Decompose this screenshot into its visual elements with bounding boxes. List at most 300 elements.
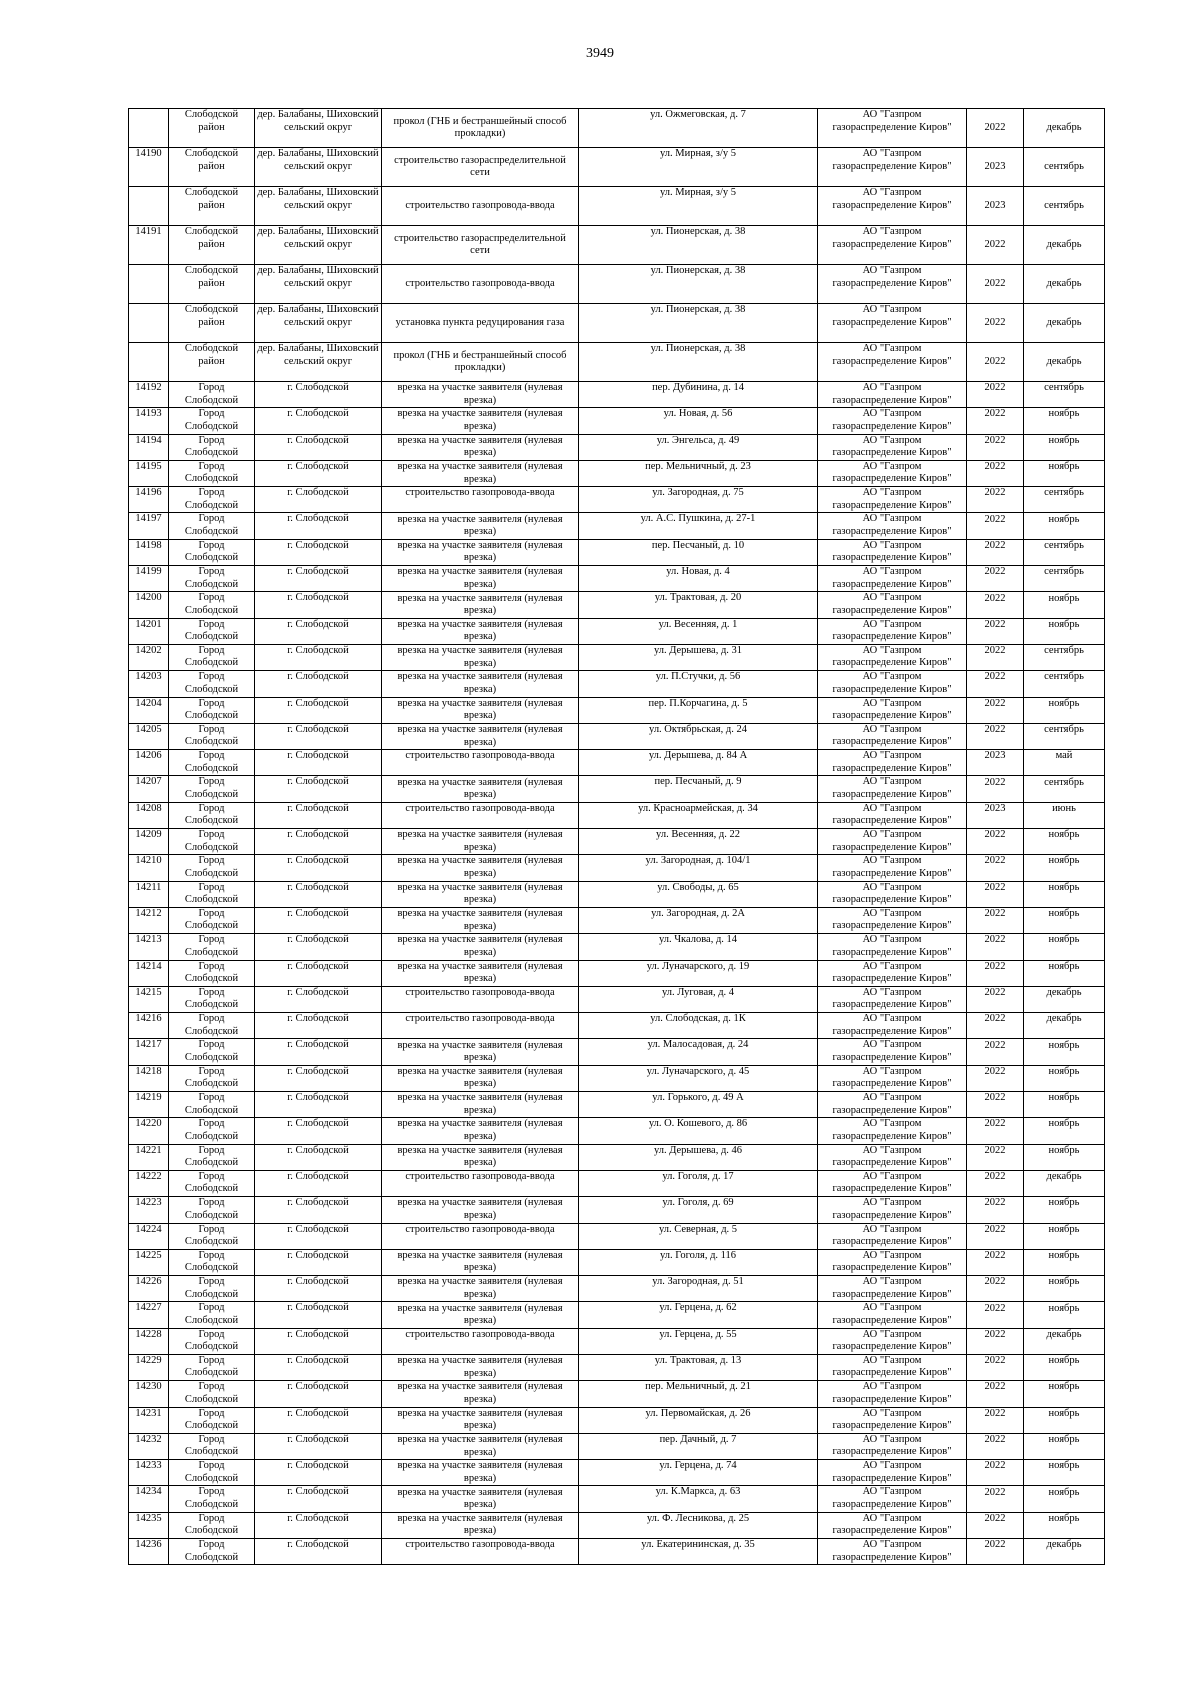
cell-month xyxy=(1024,1381,1105,1407)
cell-month xyxy=(1024,1065,1105,1091)
cell-organization xyxy=(818,1486,967,1512)
cell-month-text: сентябрь xyxy=(1044,645,1084,657)
cell-number xyxy=(129,881,169,907)
cell-work-type-text: установка пункта редуцирования газа xyxy=(395,316,565,328)
cell-address xyxy=(579,855,818,881)
cell-month-text: декабрь xyxy=(1046,1171,1082,1183)
cell-work-type-text: врезка на участке заявителя (нулевая врезка) xyxy=(397,1486,563,1511)
cell-district xyxy=(169,1223,255,1249)
table-row xyxy=(129,460,1105,486)
cell-organization xyxy=(818,776,967,802)
cell-organization xyxy=(818,1381,967,1407)
cell-locality-text: г. Слободской xyxy=(287,618,349,630)
cell-locality-text: г. Слободской xyxy=(287,1407,349,1419)
cell-address xyxy=(579,1276,818,1302)
cell-address-text: ул. Герцена, д. 62 xyxy=(659,1302,737,1314)
cell-month xyxy=(1024,460,1105,486)
cell-organization xyxy=(818,723,967,749)
cell-address-text: ул. Дерышева, д. 31 xyxy=(653,644,743,656)
cell-month xyxy=(1024,907,1105,933)
table-row xyxy=(129,539,1105,565)
cell-work-type-text: строительство газопровода-ввода xyxy=(405,277,555,289)
cell-month-text: ноябрь xyxy=(1048,1092,1080,1104)
cell-number xyxy=(129,907,169,933)
cell-number-text: 14236 xyxy=(135,1539,162,1551)
cell-number xyxy=(129,539,169,565)
cell-work-type xyxy=(382,723,579,749)
cell-locality xyxy=(255,1381,382,1407)
cell-organization xyxy=(818,1249,967,1275)
cell-number xyxy=(129,1512,169,1538)
cell-district-text: Город Слободской xyxy=(184,855,239,879)
cell-month xyxy=(1024,434,1105,460)
cell-year-text: 2022 xyxy=(984,645,1006,657)
cell-organization-text: АО "Газпром газораспределение Киров" xyxy=(832,1460,952,1484)
cell-address-text: ул. Первомайская, д. 26 xyxy=(645,1407,751,1419)
cell-number-text: 14215 xyxy=(135,986,162,998)
cell-number xyxy=(129,408,169,434)
cell-year xyxy=(967,802,1024,828)
cell-district xyxy=(169,776,255,802)
cell-year xyxy=(967,829,1024,855)
cell-year-text: 2022 xyxy=(984,1197,1006,1209)
table-row xyxy=(129,187,1105,226)
cell-organization-text: АО "Газпром газораспределение Киров" xyxy=(832,1486,952,1510)
table-row xyxy=(129,1249,1105,1275)
cell-address-text: ул. Чкалова, д. 14 xyxy=(658,934,738,946)
cell-year-text: 2023 xyxy=(984,199,1006,211)
cell-year xyxy=(967,513,1024,539)
cell-work-type-text: строительство газопровода-ввода xyxy=(405,1171,555,1183)
cell-district-text: Город Слободской xyxy=(184,1539,239,1563)
cell-district xyxy=(169,1144,255,1170)
cell-address-text: ул. Герцена, д. 74 xyxy=(659,1460,737,1472)
table-row xyxy=(129,1354,1105,1380)
cell-organization xyxy=(818,148,967,187)
cell-address xyxy=(579,1223,818,1249)
cell-locality xyxy=(255,881,382,907)
cell-month xyxy=(1024,408,1105,434)
cell-address-text: ул. Загородная, д. 2А xyxy=(651,907,745,919)
cell-month xyxy=(1024,1276,1105,1302)
cell-number-text: 14235 xyxy=(135,1512,162,1524)
cell-number-text: 14219 xyxy=(135,1092,162,1104)
cell-month-text: ноябрь xyxy=(1048,960,1080,972)
cell-organization-text: АО "Газпром газораспределение Киров" xyxy=(832,1249,952,1274)
cell-locality-text: г. Слободской xyxy=(287,1039,349,1051)
cell-district-text: Город Слободской xyxy=(184,1328,239,1353)
cell-month xyxy=(1024,1118,1105,1144)
table-row xyxy=(129,697,1105,723)
cell-year xyxy=(967,1276,1024,1302)
cell-year-text: 2022 xyxy=(984,487,1006,499)
cell-organization-text: АО "Газпром газораспределение Киров" xyxy=(832,1302,952,1326)
cell-district-text: Город Слободской xyxy=(184,1407,239,1432)
cell-work-type xyxy=(382,304,579,343)
cell-locality-text: г. Слободской xyxy=(287,1249,349,1261)
cell-number xyxy=(129,226,169,265)
cell-month xyxy=(1024,187,1105,226)
cell-work-type-text: строительство газопровода-ввода xyxy=(405,986,555,998)
cell-year xyxy=(967,1223,1024,1249)
cell-year-text: 2022 xyxy=(984,618,1006,630)
table-row xyxy=(129,592,1105,618)
cell-number-text: 14195 xyxy=(135,460,162,472)
cell-year xyxy=(967,644,1024,670)
cell-district-text: Город Слободской xyxy=(184,618,239,643)
cell-district-text: Город Слободской xyxy=(184,1170,239,1195)
cell-month-text: декабрь xyxy=(1046,121,1082,133)
cell-work-type xyxy=(382,881,579,907)
cell-number xyxy=(129,1065,169,1091)
cell-organization-text: АО "Газпром газораспределение Киров" xyxy=(832,1328,952,1353)
cell-month-text: ноябрь xyxy=(1048,1118,1080,1130)
cell-number-text: 14193 xyxy=(135,408,162,420)
cell-number-text: 14214 xyxy=(135,960,162,972)
cell-year xyxy=(967,723,1024,749)
cell-locality xyxy=(255,343,382,382)
cell-address xyxy=(579,304,818,343)
cell-work-type xyxy=(382,1328,579,1354)
cell-year xyxy=(967,539,1024,565)
cell-organization xyxy=(818,566,967,592)
cell-month-text: сентябрь xyxy=(1044,382,1084,394)
cell-month-text: ноябрь xyxy=(1048,513,1080,525)
cell-organization-text: АО "Газпром газораспределение Киров" xyxy=(832,513,952,537)
cell-organization-text: АО "Газпром газораспределение Киров" xyxy=(832,1065,952,1090)
cell-work-type-text: врезка на участке заявителя (нулевая врезка) xyxy=(397,1276,563,1300)
table-row xyxy=(129,1512,1105,1538)
cell-year xyxy=(967,750,1024,776)
cell-locality xyxy=(255,434,382,460)
cell-locality-text: дер. Балабаны, Шиховский сельский округ xyxy=(257,109,379,133)
cell-work-type xyxy=(382,109,579,148)
cell-district xyxy=(169,1460,255,1486)
cell-address xyxy=(579,434,818,460)
cell-number xyxy=(129,1144,169,1170)
cell-year xyxy=(967,1144,1024,1170)
cell-locality-text: г. Слободской xyxy=(287,1433,349,1445)
cell-locality xyxy=(255,304,382,343)
cell-locality xyxy=(255,592,382,618)
cell-number-text: 14217 xyxy=(135,1039,162,1051)
cell-district xyxy=(169,671,255,697)
cell-month xyxy=(1024,265,1105,304)
cell-district xyxy=(169,566,255,592)
cell-district-text: Слободской район xyxy=(184,265,239,289)
cell-organization xyxy=(818,1328,967,1354)
cell-address-text: ул. Ожмеговская, д. 7 xyxy=(650,109,746,120)
cell-district-text: Город Слободской xyxy=(184,644,239,669)
cell-month-text: ноябрь xyxy=(1048,881,1080,893)
cell-work-type xyxy=(382,566,579,592)
cell-organization-text: АО "Газпром газораспределение Киров" xyxy=(832,304,952,328)
table-row xyxy=(129,1433,1105,1459)
cell-locality xyxy=(255,934,382,960)
cell-year xyxy=(967,776,1024,802)
table-row xyxy=(129,1092,1105,1118)
cell-address-text: ул. Мирная, з/у 5 xyxy=(659,148,737,159)
cell-work-type-text: врезка на участке заявителя (нулевая врезка) xyxy=(397,1092,563,1116)
cell-month-text: ноябрь xyxy=(1048,434,1080,446)
cell-work-type xyxy=(382,1512,579,1538)
cell-address xyxy=(579,1512,818,1538)
cell-district-text: Город Слободской xyxy=(184,1013,239,1037)
cell-year xyxy=(967,1512,1024,1538)
cell-month xyxy=(1024,226,1105,265)
cell-number-text: 14213 xyxy=(135,934,162,946)
cell-locality xyxy=(255,1249,382,1275)
cell-locality xyxy=(255,1092,382,1118)
cell-month-text: ноябрь xyxy=(1048,1460,1080,1472)
cell-district xyxy=(169,1065,255,1091)
cell-address xyxy=(579,1065,818,1091)
cell-address xyxy=(579,382,818,408)
cell-organization-text: АО "Газпром газораспределение Киров" xyxy=(832,1170,952,1195)
cell-organization xyxy=(818,265,967,304)
cell-work-type xyxy=(382,1170,579,1196)
cell-district xyxy=(169,460,255,486)
cell-organization-text: АО "Газпром газораспределение Киров" xyxy=(832,1276,952,1300)
cell-address-text: ул. Новая, д. 56 xyxy=(663,408,733,420)
cell-district-text: Город Слободской xyxy=(184,434,239,459)
cell-district xyxy=(169,1381,255,1407)
cell-organization xyxy=(818,1512,967,1538)
cell-locality-text: г. Слободской xyxy=(287,1354,349,1366)
table-row xyxy=(129,513,1105,539)
cell-address-text: ул. Луначарского, д. 19 xyxy=(646,960,750,972)
cell-month xyxy=(1024,1170,1105,1196)
cell-month xyxy=(1024,1092,1105,1118)
cell-month xyxy=(1024,671,1105,697)
cell-organization-text: АО "Газпром газораспределение Киров" xyxy=(832,187,952,211)
cell-district-text: Город Слободской xyxy=(184,539,239,564)
table-row xyxy=(129,1539,1105,1565)
cell-district-text: Город Слободской xyxy=(184,1433,239,1458)
cell-month-text: ноябрь xyxy=(1048,855,1080,867)
cell-organization xyxy=(818,460,967,486)
cell-year-text: 2023 xyxy=(984,750,1006,762)
cell-number-text: 14191 xyxy=(135,226,162,237)
cell-district xyxy=(169,1039,255,1065)
cell-number xyxy=(129,1302,169,1328)
table-row xyxy=(129,1407,1105,1433)
cell-organization-text: АО "Газпром газораспределение Киров" xyxy=(832,776,952,800)
cell-number-text: 14230 xyxy=(135,1381,162,1393)
cell-year-text: 2022 xyxy=(984,1328,1006,1340)
cell-organization-text: АО "Газпром газораспределение Киров" xyxy=(832,460,952,485)
cell-work-type-text: врезка на участке заявителя (нулевая врезка) xyxy=(397,434,563,459)
cell-organization xyxy=(818,539,967,565)
cell-year-text: 2022 xyxy=(984,829,1006,841)
cell-locality-text: г. Слободской xyxy=(287,855,349,867)
cell-address-text: ул. Мирная, з/у 5 xyxy=(659,187,737,198)
cell-locality xyxy=(255,1118,382,1144)
cell-organization xyxy=(818,434,967,460)
cell-month-text: сентябрь xyxy=(1044,776,1084,788)
cell-work-type-text: врезка на участке заявителя (нулевая врезка) xyxy=(397,461,563,485)
cell-locality-text: г. Слободской xyxy=(287,1197,349,1209)
cell-district-text: Город Слободской xyxy=(184,487,239,511)
cell-month-text: ноябрь xyxy=(1048,408,1080,420)
cell-number-text: 14223 xyxy=(135,1197,162,1209)
cell-district xyxy=(169,382,255,408)
cell-work-type xyxy=(382,1092,579,1118)
cell-address-text: ул. Пионерская, д. 38 xyxy=(650,304,746,315)
cell-month xyxy=(1024,1249,1105,1275)
cell-district-text: Город Слободской xyxy=(184,881,239,906)
cell-locality xyxy=(255,1407,382,1433)
cell-locality xyxy=(255,1539,382,1565)
cell-district xyxy=(169,408,255,434)
cell-year xyxy=(967,487,1024,513)
cell-month-text: ноябрь xyxy=(1048,1302,1080,1314)
cell-work-type xyxy=(382,382,579,408)
cell-district-text: Город Слободской xyxy=(184,382,239,406)
cell-number-text: 14198 xyxy=(135,539,162,551)
cell-work-type xyxy=(382,1302,579,1328)
cell-district xyxy=(169,723,255,749)
page-number: 3949 xyxy=(586,46,614,61)
cell-number xyxy=(129,855,169,881)
cell-year xyxy=(967,265,1024,304)
cell-district xyxy=(169,265,255,304)
cell-organization xyxy=(818,1354,967,1380)
cell-month-text: сентябрь xyxy=(1044,160,1084,172)
cell-year-text: 2022 xyxy=(984,1434,1006,1446)
cell-address xyxy=(579,1197,818,1223)
cell-month xyxy=(1024,750,1105,776)
cell-address xyxy=(579,1144,818,1170)
cell-address xyxy=(579,539,818,565)
cell-locality xyxy=(255,1197,382,1223)
cell-work-type xyxy=(382,513,579,539)
table-row xyxy=(129,934,1105,960)
cell-work-type xyxy=(382,1460,579,1486)
cell-organization-text: АО "Газпром газораспределение Киров" xyxy=(832,802,952,827)
cell-year-text: 2022 xyxy=(984,776,1006,788)
cell-address-text: ул. Загородная, д. 104/1 xyxy=(645,855,751,867)
cell-district-text: Город Слободской xyxy=(184,460,239,485)
cell-number-text: 14200 xyxy=(135,592,162,604)
cell-district-text: Город Слободской xyxy=(184,1118,239,1142)
cell-work-type xyxy=(382,855,579,881)
cell-district xyxy=(169,986,255,1012)
cell-work-type xyxy=(382,1381,579,1407)
cell-year xyxy=(967,1460,1024,1486)
cell-month-text: ноябрь xyxy=(1048,1381,1080,1393)
cell-district xyxy=(169,697,255,723)
cell-year-text: 2022 xyxy=(984,566,1006,578)
cell-organization-text: АО "Газпром газораспределение Киров" xyxy=(832,1381,952,1405)
cell-address xyxy=(579,618,818,644)
cell-organization-text: АО "Газпром газораспределение Киров" xyxy=(832,1407,952,1432)
cell-organization-text: АО "Газпром газораспределение Киров" xyxy=(832,1197,952,1221)
cell-number-text: 14194 xyxy=(135,434,162,446)
cell-year xyxy=(967,1328,1024,1354)
cell-year-text: 2022 xyxy=(984,1355,1006,1367)
cell-locality-text: г. Слободской xyxy=(287,1512,349,1524)
cell-month-text: июнь xyxy=(1052,802,1076,814)
cell-year-text: 2022 xyxy=(984,238,1006,250)
cell-locality-text: г. Слободской xyxy=(287,1170,349,1182)
cell-address xyxy=(579,109,818,148)
cell-year-text: 2022 xyxy=(984,539,1006,551)
cell-district xyxy=(169,304,255,343)
cell-work-type xyxy=(382,1354,579,1380)
cell-month-text: декабрь xyxy=(1046,277,1082,289)
cell-work-type-text: строительство газопровода-ввода xyxy=(405,1539,555,1551)
cell-locality-text: г. Слободской xyxy=(287,697,349,709)
cell-locality xyxy=(255,1512,382,1538)
cell-locality xyxy=(255,1065,382,1091)
cell-address-text: ул. Ф. Лесникова, д. 25 xyxy=(646,1512,750,1524)
cell-work-type-text: врезка на участке заявителя (нулевая врезка) xyxy=(397,1197,563,1221)
cell-address xyxy=(579,1407,818,1433)
cell-work-type-text: врезка на участке заявителя (нулевая врезка) xyxy=(397,592,563,617)
cell-number xyxy=(129,671,169,697)
cell-work-type xyxy=(382,1065,579,1091)
cell-year xyxy=(967,986,1024,1012)
cell-work-type-text: строительство газораспределительной сети xyxy=(394,154,566,178)
cell-locality-text: г. Слободской xyxy=(287,802,349,814)
cell-work-type xyxy=(382,1433,579,1459)
table-row xyxy=(129,1460,1105,1486)
cell-month-text: ноябрь xyxy=(1048,1512,1080,1524)
cell-month-text: ноябрь xyxy=(1048,1407,1080,1419)
cell-work-type-text: прокол (ГНБ и бестраншейный способ прокладки) xyxy=(393,349,567,373)
cell-district xyxy=(169,1249,255,1275)
cell-address-text: ул. Свободы, д. 65 xyxy=(657,881,739,893)
cell-district xyxy=(169,226,255,265)
cell-organization-text: АО "Газпром газораспределение Киров" xyxy=(832,1512,952,1537)
cell-work-type xyxy=(382,697,579,723)
cell-locality-text: г. Слободской xyxy=(287,487,349,499)
cell-month-text: ноябрь xyxy=(1048,829,1080,841)
cell-locality xyxy=(255,723,382,749)
cell-locality xyxy=(255,697,382,723)
cell-work-type-text: врезка на участке заявителя (нулевая врезка) xyxy=(397,829,563,853)
cell-work-type xyxy=(382,539,579,565)
cell-district xyxy=(169,1170,255,1196)
cell-district-text: Город Слободской xyxy=(184,697,239,722)
cell-year-text: 2022 xyxy=(984,513,1006,525)
cell-district-text: Город Слободской xyxy=(184,1039,239,1063)
cell-locality-text: дер. Балабаны, Шиховский сельский округ xyxy=(257,148,379,172)
cell-number-text: 14210 xyxy=(135,855,162,867)
cell-address-text: ул. Дерышева, д. 84 А xyxy=(648,750,748,762)
cell-work-type xyxy=(382,187,579,226)
cell-locality xyxy=(255,539,382,565)
cell-address xyxy=(579,644,818,670)
cell-work-type xyxy=(382,434,579,460)
cell-locality-text: г. Слободской xyxy=(287,1302,349,1314)
cell-locality xyxy=(255,986,382,1012)
cell-number-text: 14221 xyxy=(135,1144,162,1156)
cell-locality xyxy=(255,1039,382,1065)
cell-locality-text: г. Слободской xyxy=(287,671,349,683)
cell-address-text: ул. Пионерская, д. 38 xyxy=(650,343,746,354)
cell-month xyxy=(1024,566,1105,592)
cell-year xyxy=(967,1118,1024,1144)
cell-locality-text: г. Слободской xyxy=(287,1223,349,1235)
cell-month-text: декабрь xyxy=(1046,1539,1082,1551)
cell-number xyxy=(129,1039,169,1065)
cell-work-type-text: врезка на участке заявителя (нулевая врезка) xyxy=(397,1460,563,1484)
cell-month-text: сентябрь xyxy=(1044,671,1084,683)
cell-number xyxy=(129,1249,169,1275)
cell-organization-text: АО "Газпром газораспределение Киров" xyxy=(832,434,952,459)
